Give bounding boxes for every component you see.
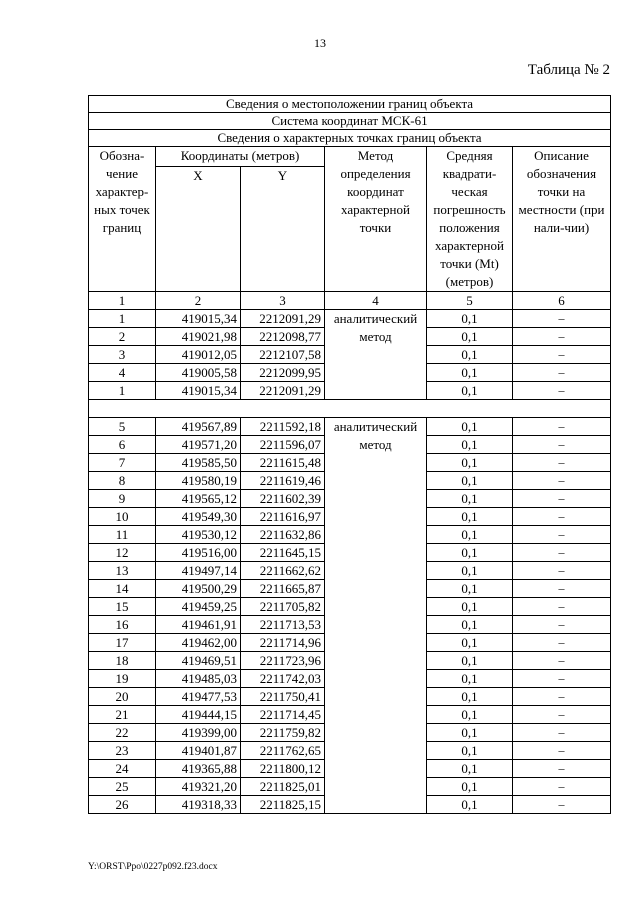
- coord-x: 419005,58: [156, 364, 241, 382]
- point-number: 23: [89, 742, 156, 760]
- header-method: Метод определения координат характерной точки: [325, 147, 427, 292]
- coord-y: 2212091,29: [241, 310, 325, 328]
- table-title-points: Сведения о характерных точках границ объекта: [89, 130, 611, 147]
- coord-x: 419015,34: [156, 382, 241, 400]
- point-number: 3: [89, 346, 156, 364]
- description-value: –: [513, 436, 611, 454]
- error-value: 0,1: [427, 796, 513, 814]
- point-number: 1: [89, 310, 156, 328]
- coord-x: 419012,05: [156, 346, 241, 364]
- description-value: –: [513, 328, 611, 346]
- description-value: –: [513, 382, 611, 400]
- coord-y: 2212107,58: [241, 346, 325, 364]
- error-value: 0,1: [427, 616, 513, 634]
- coord-y: 2211723,96: [241, 652, 325, 670]
- header-description: Описание обозначения точки на местности (при нали-чии): [513, 147, 611, 292]
- point-number: 26: [89, 796, 156, 814]
- error-value: 0,1: [427, 310, 513, 328]
- coord-y: 2212098,77: [241, 328, 325, 346]
- point-number: 22: [89, 724, 156, 742]
- coord-x: 419444,15: [156, 706, 241, 724]
- error-value: 0,1: [427, 328, 513, 346]
- description-value: –: [513, 688, 611, 706]
- error-value: 0,1: [427, 472, 513, 490]
- coord-x: 419365,88: [156, 760, 241, 778]
- coord-x: 419321,20: [156, 778, 241, 796]
- point-number: 24: [89, 760, 156, 778]
- point-number: 13: [89, 562, 156, 580]
- description-value: –: [513, 526, 611, 544]
- error-value: 0,1: [427, 778, 513, 796]
- point-number: 7: [89, 454, 156, 472]
- coord-y: 2211800,12: [241, 760, 325, 778]
- header-x: X: [156, 166, 241, 291]
- coord-y: 2211762,65: [241, 742, 325, 760]
- error-value: 0,1: [427, 526, 513, 544]
- point-number: 11: [89, 526, 156, 544]
- coord-x: 419549,30: [156, 508, 241, 526]
- column-number: 5: [427, 292, 513, 310]
- error-value: 0,1: [427, 490, 513, 508]
- error-value: 0,1: [427, 634, 513, 652]
- point-number: 6: [89, 436, 156, 454]
- coord-x: 419477,53: [156, 688, 241, 706]
- error-value: 0,1: [427, 652, 513, 670]
- coord-x: 419530,12: [156, 526, 241, 544]
- table-row: [89, 418, 611, 436]
- description-value: –: [513, 724, 611, 742]
- point-number: 1: [89, 382, 156, 400]
- table-title-coord-system: Система координат МСК-61: [89, 113, 611, 130]
- coord-y: 2212099,95: [241, 364, 325, 382]
- error-value: 0,1: [427, 418, 513, 436]
- description-value: –: [513, 598, 611, 616]
- column-number-row: [89, 292, 611, 310]
- point-number: 4: [89, 364, 156, 382]
- point-number: 9: [89, 490, 156, 508]
- coord-x: 419500,29: [156, 580, 241, 598]
- point-number: 5: [89, 418, 156, 436]
- error-value: 0,1: [427, 454, 513, 472]
- coord-y: 2211602,39: [241, 490, 325, 508]
- error-value: 0,1: [427, 706, 513, 724]
- error-value: 0,1: [427, 562, 513, 580]
- table-row: [89, 310, 611, 328]
- header-coords: Координаты (метров): [156, 147, 325, 167]
- coord-y: 2211616,97: [241, 508, 325, 526]
- coord-y: 2211645,15: [241, 544, 325, 562]
- coord-x: 419485,03: [156, 670, 241, 688]
- description-value: –: [513, 472, 611, 490]
- point-number: 25: [89, 778, 156, 796]
- description-value: –: [513, 562, 611, 580]
- description-value: –: [513, 346, 611, 364]
- coord-x: 419401,87: [156, 742, 241, 760]
- description-value: –: [513, 310, 611, 328]
- description-value: –: [513, 778, 611, 796]
- description-value: –: [513, 544, 611, 562]
- description-value: –: [513, 418, 611, 436]
- coord-x: 419015,34: [156, 310, 241, 328]
- coord-y: 2211705,82: [241, 598, 325, 616]
- point-number: 14: [89, 580, 156, 598]
- point-number: 2: [89, 328, 156, 346]
- description-value: –: [513, 760, 611, 778]
- group-separator-row: [89, 400, 611, 418]
- column-number: 6: [513, 292, 611, 310]
- error-value: 0,1: [427, 742, 513, 760]
- coord-x: 419021,98: [156, 328, 241, 346]
- header-error: Средняя квадрати-ческая погрешность положения характерной точки (Mt) (метров): [427, 147, 513, 292]
- error-value: 0,1: [427, 382, 513, 400]
- column-number: 4: [325, 292, 427, 310]
- coordinates-table: [88, 95, 611, 814]
- coord-x: 419580,19: [156, 472, 241, 490]
- description-value: –: [513, 616, 611, 634]
- coord-y: 2212091,29: [241, 382, 325, 400]
- error-value: 0,1: [427, 724, 513, 742]
- error-value: 0,1: [427, 688, 513, 706]
- coord-x: 419461,91: [156, 616, 241, 634]
- coord-y: 2211632,86: [241, 526, 325, 544]
- description-value: –: [513, 706, 611, 724]
- coord-x: 419567,89: [156, 418, 241, 436]
- description-value: –: [513, 364, 611, 382]
- description-value: –: [513, 670, 611, 688]
- description-value: –: [513, 454, 611, 472]
- description-value: –: [513, 652, 611, 670]
- coord-y: 2211596,07: [241, 436, 325, 454]
- method-cell: аналитический метод: [325, 310, 427, 400]
- point-number: 21: [89, 706, 156, 724]
- table-label: Таблица № 2: [527, 62, 610, 78]
- point-number: 10: [89, 508, 156, 526]
- coord-x: 419469,51: [156, 652, 241, 670]
- description-value: –: [513, 796, 611, 814]
- error-value: 0,1: [427, 346, 513, 364]
- coord-x: 419585,50: [156, 454, 241, 472]
- column-number: 1: [89, 292, 156, 310]
- column-number: 2: [156, 292, 241, 310]
- point-number: 19: [89, 670, 156, 688]
- group-separator: [89, 400, 611, 418]
- header-designation: [89, 147, 156, 292]
- coord-x: 419497,14: [156, 562, 241, 580]
- coord-y: 2211714,96: [241, 634, 325, 652]
- error-value: 0,1: [427, 436, 513, 454]
- coord-x: 419399,00: [156, 724, 241, 742]
- coord-x: 419459,25: [156, 598, 241, 616]
- description-value: –: [513, 742, 611, 760]
- header-designation-text: Обозна-чение характер-ных точек границ: [94, 148, 150, 235]
- column-number: 3: [241, 292, 325, 310]
- coord-y: 2211619,46: [241, 472, 325, 490]
- coord-x: 419516,00: [156, 544, 241, 562]
- coord-y: 2211825,15: [241, 796, 325, 814]
- point-number: 12: [89, 544, 156, 562]
- point-number: 16: [89, 616, 156, 634]
- error-value: 0,1: [427, 580, 513, 598]
- coord-y: 2211825,01: [241, 778, 325, 796]
- footer-file-path: Y:\ORST\Ppo\0227p092.f23.docx: [88, 862, 218, 872]
- coord-y: 2211714,45: [241, 706, 325, 724]
- error-value: 0,1: [427, 760, 513, 778]
- point-number: 8: [89, 472, 156, 490]
- description-value: –: [513, 508, 611, 526]
- table-title-location: Сведения о местоположении границ объекта: [89, 96, 611, 113]
- point-number: 17: [89, 634, 156, 652]
- method-cell: аналитический метод: [325, 418, 427, 814]
- point-number: 18: [89, 652, 156, 670]
- point-number: 20: [89, 688, 156, 706]
- coord-y: 2211662,62: [241, 562, 325, 580]
- description-value: –: [513, 490, 611, 508]
- coord-y: 2211665,87: [241, 580, 325, 598]
- page-number: 13: [314, 36, 326, 50]
- error-value: 0,1: [427, 364, 513, 382]
- header-y: Y: [241, 166, 325, 291]
- coord-y: 2211742,03: [241, 670, 325, 688]
- point-number: 15: [89, 598, 156, 616]
- coord-y: 2211759,82: [241, 724, 325, 742]
- coord-y: 2211592,18: [241, 418, 325, 436]
- coord-y: 2211615,48: [241, 454, 325, 472]
- coord-y: 2211750,41: [241, 688, 325, 706]
- coord-x: 419318,33: [156, 796, 241, 814]
- coord-y: 2211713,53: [241, 616, 325, 634]
- error-value: 0,1: [427, 598, 513, 616]
- description-value: –: [513, 634, 611, 652]
- description-value: –: [513, 580, 611, 598]
- coord-x: 419565,12: [156, 490, 241, 508]
- coord-x: 419571,20: [156, 436, 241, 454]
- error-value: 0,1: [427, 544, 513, 562]
- error-value: 0,1: [427, 670, 513, 688]
- coord-x: 419462,00: [156, 634, 241, 652]
- error-value: 0,1: [427, 508, 513, 526]
